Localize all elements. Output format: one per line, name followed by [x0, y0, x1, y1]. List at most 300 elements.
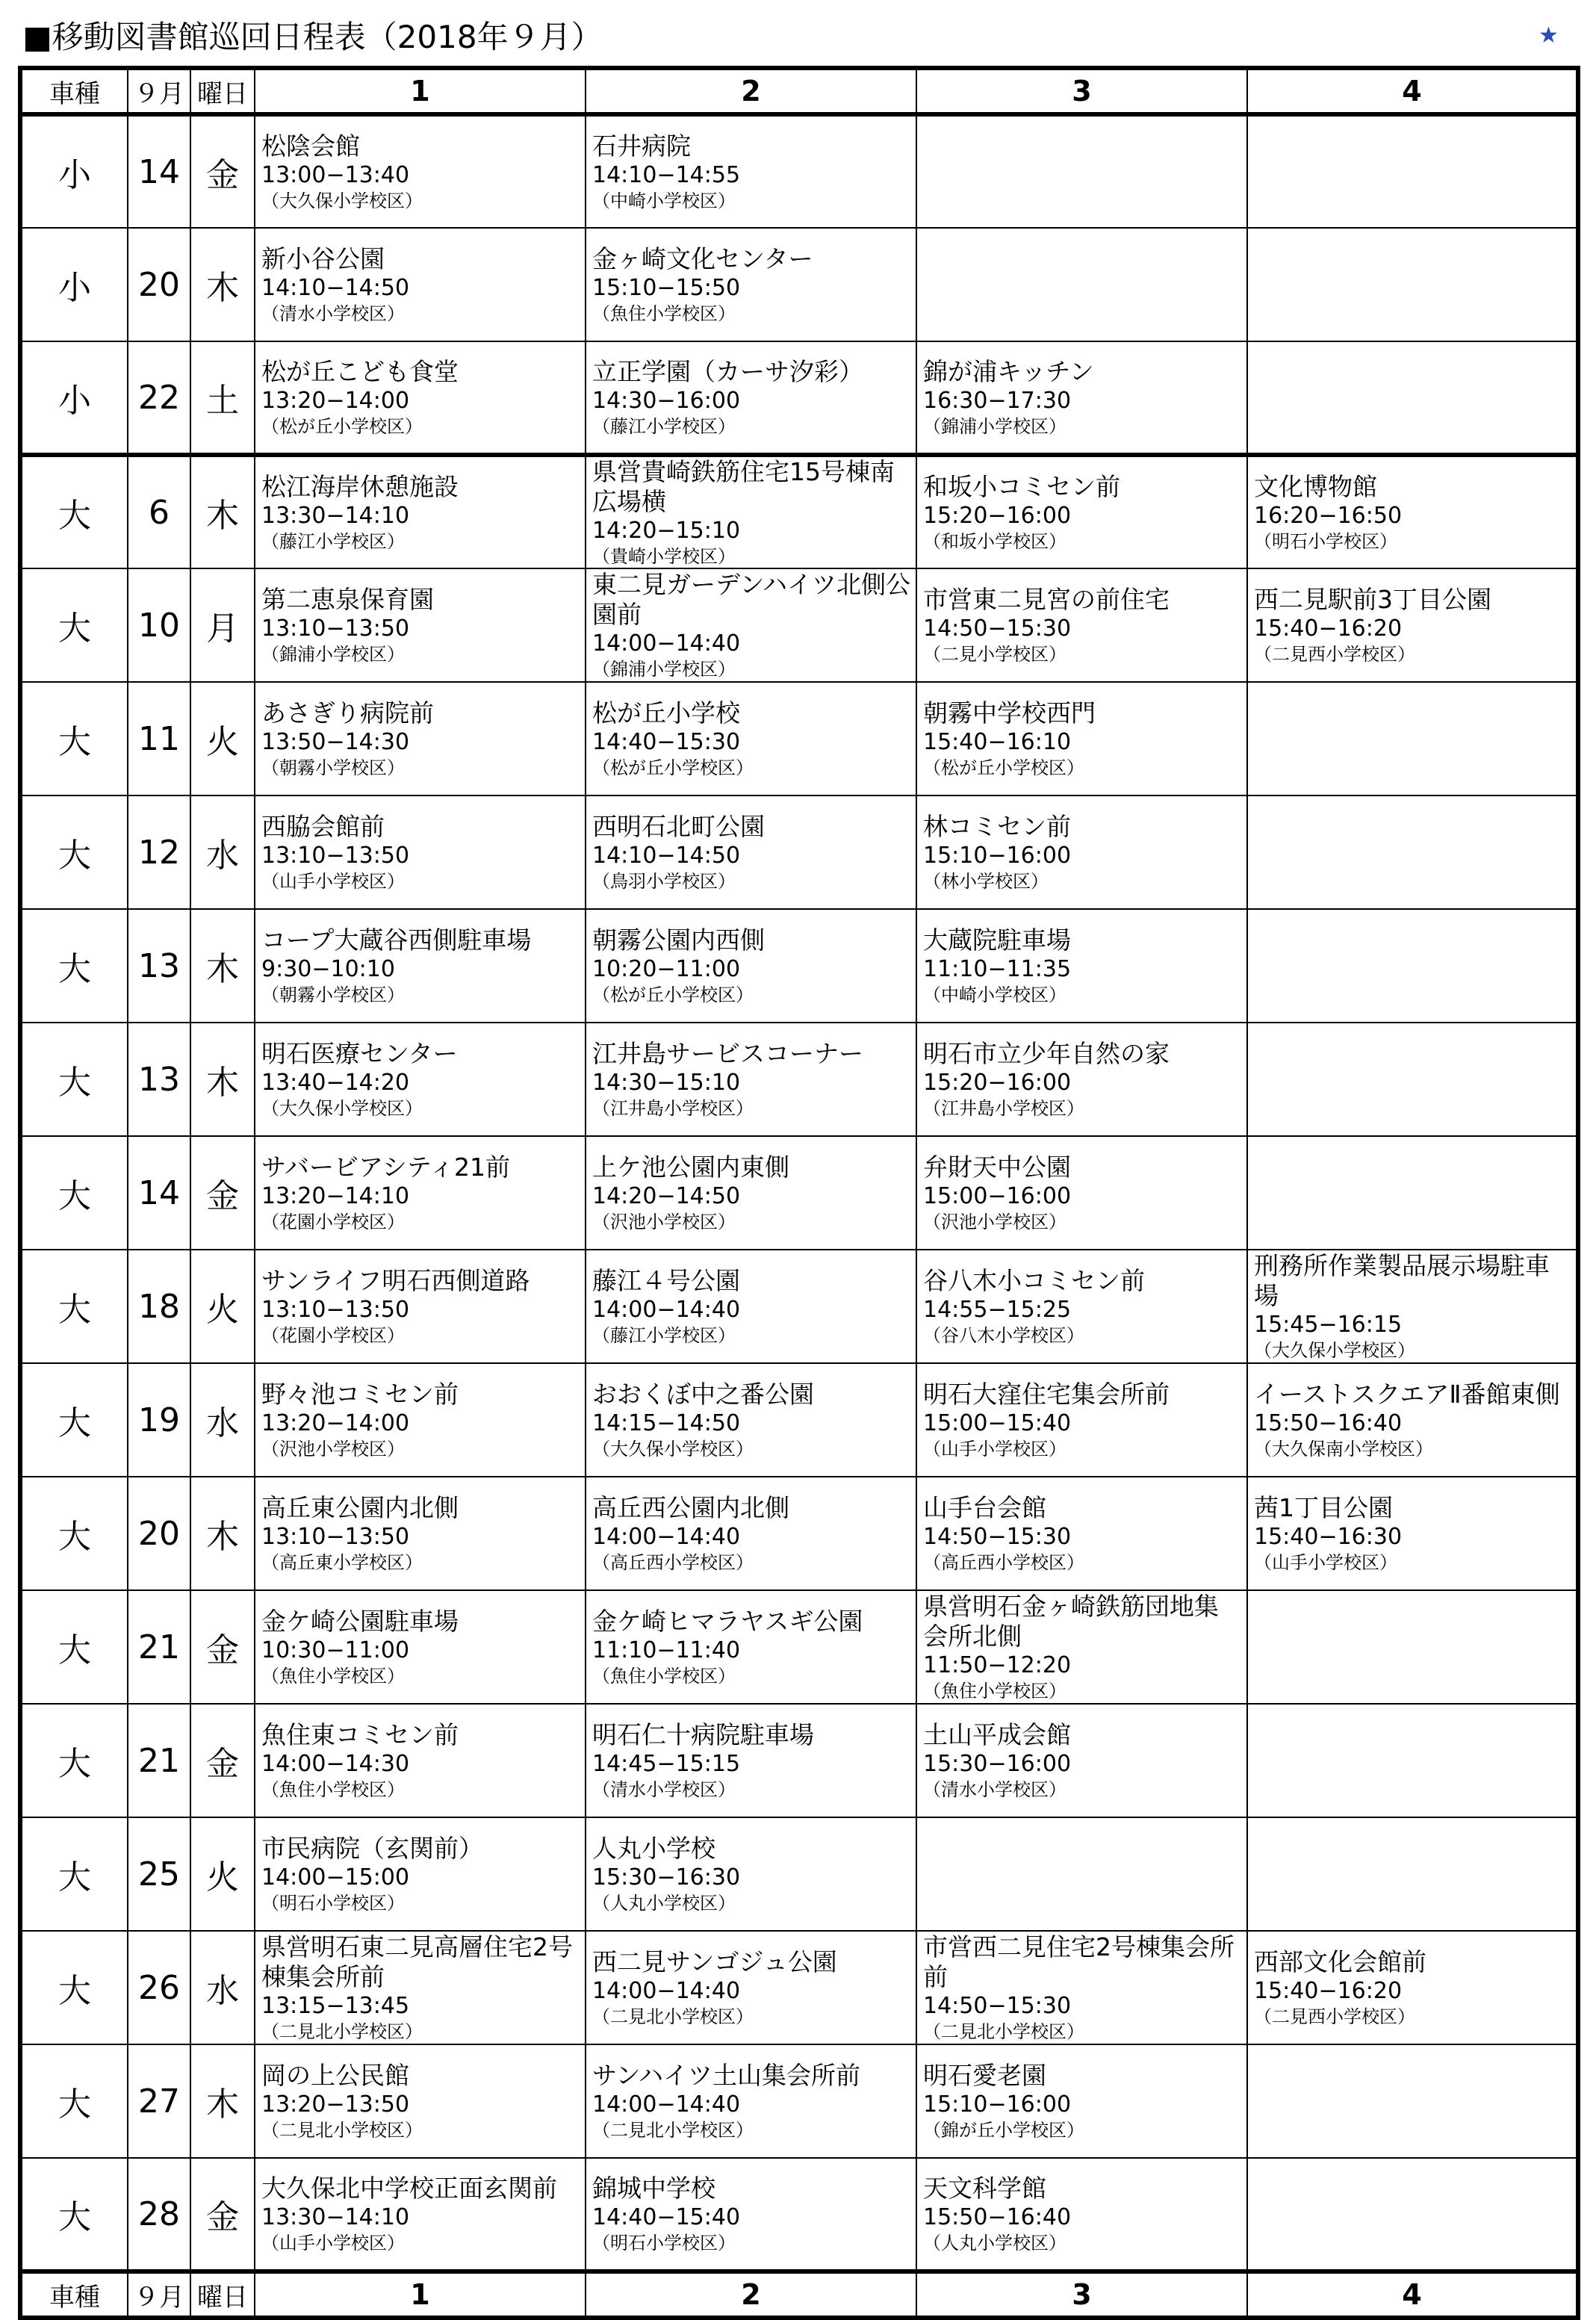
- stop-cell: [1247, 341, 1578, 455]
- stop-cell: [1247, 1477, 1578, 1590]
- stop-time: 14:00−14:40: [592, 1524, 741, 1550]
- footer-slot: 1: [255, 2271, 586, 2318]
- stop-location: 朝霧中学校西門: [923, 698, 1096, 728]
- stop-time: 14:00−14:40: [592, 2091, 741, 2118]
- stop-time: 11:10−11:40: [592, 1637, 741, 1663]
- stop-location: 江井島サービスコーナー: [592, 1039, 863, 1068]
- stop-cell: [586, 455, 916, 568]
- stop-cell: [255, 2044, 586, 2158]
- car-type-cell: 大: [20, 568, 128, 682]
- stop-cell: [916, 1136, 1247, 1250]
- school-district: （貴崎小学校区）: [592, 546, 736, 567]
- stop-time: 15:40−16:20: [1254, 615, 1403, 642]
- school-district: （高丘西小学校区）: [592, 1552, 754, 1573]
- car-type-cell: 大: [20, 2158, 128, 2271]
- stop-cell: [255, 795, 586, 909]
- school-district: （明石小学校区）: [592, 2233, 736, 2254]
- weekday-cell: 木: [190, 1477, 255, 1590]
- weekday-cell: 金: [190, 1704, 255, 1817]
- day-cell: 20: [128, 1477, 190, 1590]
- day-cell: 25: [128, 1817, 190, 1931]
- schedule-row: [20, 1250, 1578, 1363]
- stop-cell: [255, 1704, 586, 1817]
- car-type-cell: 大: [20, 1590, 128, 1704]
- stop-time: 16:20−16:50: [1254, 503, 1403, 529]
- school-district: （二見北小学校区）: [592, 2120, 754, 2141]
- stop-location: 茜1丁目公園: [1254, 1493, 1393, 1522]
- schedule-row: [20, 1817, 1578, 1931]
- stop-time: 15:20−16:00: [923, 1070, 1072, 1096]
- stop-cell: [1247, 1590, 1578, 1704]
- school-district: （二見北小学校区）: [261, 2021, 423, 2042]
- schedule-row: [20, 795, 1578, 909]
- stop-time: 14:50−15:30: [923, 1524, 1072, 1550]
- day-cell: 12: [128, 795, 190, 909]
- stop-location: 大久保北中学校正面玄関前: [261, 2174, 557, 2203]
- school-district: （山手小学校区）: [923, 1439, 1066, 1460]
- stop-location: サンハイツ土山集会所前: [592, 2061, 861, 2090]
- stop-location: 明石医療センター: [261, 1039, 458, 1068]
- school-district: （沢池小学校区）: [592, 1212, 736, 1232]
- stop-time: 15:10−16:00: [923, 2091, 1072, 2118]
- stop-location: 市営東二見宮の前住宅: [923, 585, 1170, 614]
- stop-location: 刑務所作業製品展示場駐車場: [1254, 1251, 1550, 1310]
- school-district: （中崎小学校区）: [592, 190, 736, 211]
- stop-location: 県営貴崎鉄筋住宅15号棟南広場横: [592, 457, 895, 516]
- stop-location: 松陰会館: [261, 131, 360, 161]
- school-district: （清水小学校区）: [923, 1779, 1066, 1800]
- stop-cell: [1247, 909, 1578, 1023]
- weekday-cell: 火: [190, 1250, 255, 1363]
- school-district: （朝霧小学校区）: [261, 757, 405, 778]
- stop-time: 13:30−14:10: [261, 2204, 410, 2230]
- weekday-cell: 金: [190, 114, 255, 228]
- day-cell: 14: [128, 1136, 190, 1250]
- stop-location: サンライフ明石西側道路: [261, 1266, 530, 1295]
- stop-cell: [916, 1363, 1247, 1477]
- stop-cell: [255, 568, 586, 682]
- stop-time: 13:10−13:50: [261, 1297, 410, 1323]
- stop-location: 錦が浦キッチン: [923, 357, 1094, 386]
- weekday-cell: 木: [190, 455, 255, 568]
- weekday-cell: 火: [190, 1817, 255, 1931]
- car-type-cell: 大: [20, 1704, 128, 1817]
- school-district: （朝霧小学校区）: [261, 984, 405, 1005]
- stop-cell: [586, 228, 916, 341]
- schedule-row: [20, 341, 1578, 455]
- stop-time: 13:10−13:50: [261, 843, 410, 869]
- school-district: （魚住小学校区）: [592, 303, 736, 324]
- stop-location: 松が丘こども食堂: [261, 357, 459, 386]
- stop-location: 松が丘小学校: [592, 698, 740, 728]
- stop-cell: [916, 1023, 1247, 1136]
- school-district: （人丸小学校区）: [923, 2233, 1066, 2254]
- stop-cell: [1247, 568, 1578, 682]
- car-type-cell: 小: [20, 228, 128, 341]
- header-row: [20, 68, 1578, 114]
- stop-cell: [916, 1250, 1247, 1363]
- stop-time: 14:20−15:10: [592, 518, 741, 544]
- car-type-cell: 大: [20, 1817, 128, 1931]
- school-district: （清水小学校区）: [261, 303, 405, 324]
- stop-cell: [916, 1590, 1247, 1704]
- school-district: （大久保小学校区）: [261, 1098, 423, 1119]
- stop-time: 14:40−15:40: [592, 2204, 741, 2230]
- day-cell: 6: [128, 455, 190, 568]
- stop-cell: [586, 1250, 916, 1363]
- schedule-row: [20, 228, 1578, 341]
- school-district: （二見西小学校区）: [1254, 2006, 1415, 2027]
- school-district: （江井島小学校区）: [592, 1098, 754, 1119]
- day-cell: 11: [128, 682, 190, 795]
- stop-time: 14:00−14:40: [592, 1978, 741, 2004]
- stop-time: 10:20−11:00: [592, 956, 741, 982]
- star-icon: ★: [1538, 22, 1559, 49]
- day-cell: 10: [128, 568, 190, 682]
- weekday-cell: 木: [190, 2044, 255, 2158]
- stop-cell: [916, 795, 1247, 909]
- stop-location: 人丸小学校: [592, 1834, 715, 1863]
- stop-cell: [916, 228, 1247, 341]
- schedule-row: [20, 568, 1578, 682]
- schedule-row: [20, 2158, 1578, 2271]
- school-district: （江井島小学校区）: [923, 1098, 1084, 1119]
- stop-location: 林コミセン前: [923, 812, 1071, 841]
- stop-location: 朝霧公園内西側: [592, 925, 765, 955]
- school-district: （沢池小学校区）: [923, 1212, 1066, 1232]
- stop-time: 15:00−15:40: [923, 1410, 1072, 1436]
- stop-cell: [586, 1817, 916, 1931]
- school-district: （松が丘小学校区）: [592, 757, 754, 778]
- stop-time: 16:30−17:30: [923, 388, 1072, 414]
- header-weekday: 曜日: [190, 68, 255, 114]
- school-district: （山手小学校区）: [261, 871, 405, 892]
- schedule-row: [20, 1477, 1578, 1590]
- school-district: （松が丘小学校区）: [261, 416, 423, 437]
- school-district: （大久保南小学校区）: [1254, 1439, 1433, 1460]
- footer-car-type: 車種: [20, 2271, 128, 2318]
- header-slot: 2: [586, 68, 916, 114]
- school-district: （魚住小学校区）: [261, 1779, 405, 1800]
- stop-location: 弁財天中公園: [923, 1153, 1071, 1182]
- school-district: （山手小学校区）: [1254, 1552, 1397, 1573]
- school-district: （大久保小学校区）: [592, 1439, 754, 1460]
- stop-time: 13:50−14:30: [261, 729, 410, 755]
- stop-time: 14:10−14:50: [592, 843, 741, 869]
- schedule-row: [20, 909, 1578, 1023]
- stop-cell: [916, 909, 1247, 1023]
- school-district: （松が丘小学校区）: [923, 757, 1084, 778]
- stop-time: 14:15−14:50: [592, 1410, 741, 1436]
- stop-time: 15:10−15:50: [592, 275, 741, 301]
- stop-cell: [916, 2044, 1247, 2158]
- stop-location: 西二見サンゴジュ公園: [592, 1947, 837, 1976]
- stop-cell: [255, 909, 586, 1023]
- stop-cell: [255, 1250, 586, 1363]
- stop-cell: [586, 341, 916, 455]
- stop-location: 県営明石金ヶ崎鉄筋団地集会所北側: [923, 1592, 1219, 1651]
- stop-location: 上ケ池公園内東側: [592, 1153, 789, 1182]
- school-district: （二見北小学校区）: [592, 2006, 754, 2027]
- stop-location: 金ケ崎公園駐車場: [261, 1607, 459, 1636]
- school-district: （鳥羽小学校区）: [592, 871, 736, 892]
- stop-location: 明石仁十病院駐車場: [592, 1720, 814, 1749]
- footer-row: [20, 2271, 1578, 2318]
- school-district: （和坂小学校区）: [923, 531, 1066, 552]
- car-type-cell: 大: [20, 1363, 128, 1477]
- stop-time: 13:20−14:10: [261, 1183, 410, 1209]
- stop-time: 11:50−12:20: [923, 1652, 1072, 1678]
- schedule-row: [20, 1590, 1578, 1704]
- stop-cell: [916, 341, 1247, 455]
- stop-location: 西二見駅前3丁目公園: [1254, 585, 1491, 614]
- car-type-cell: 大: [20, 682, 128, 795]
- school-district: （大久保小学校区）: [261, 190, 423, 211]
- stop-cell: [586, 1931, 916, 2044]
- stop-location: コープ大蔵谷西側駐車場: [261, 925, 532, 955]
- stop-time: 15:20−16:00: [923, 503, 1072, 529]
- school-district: （明石小学校区）: [261, 1893, 405, 1914]
- stop-location: あさぎり病院前: [261, 698, 434, 728]
- stop-location: 天文科学館: [923, 2174, 1046, 2203]
- day-cell: 21: [128, 1590, 190, 1704]
- day-cell: 13: [128, 1023, 190, 1136]
- stop-cell: [255, 114, 586, 228]
- stop-cell: [916, 2158, 1247, 2271]
- day-cell: 19: [128, 1363, 190, 1477]
- stop-cell: [255, 682, 586, 795]
- schedule-table: [18, 66, 1580, 2320]
- stop-time: 13:30−14:10: [261, 503, 410, 529]
- day-cell: 27: [128, 2044, 190, 2158]
- stop-location: おおくぼ中之番公園: [592, 1380, 814, 1409]
- stop-time: 13:20−14:00: [261, 388, 410, 414]
- stop-cell: [586, 1704, 916, 1817]
- weekday-cell: 金: [190, 1136, 255, 1250]
- weekday-cell: 水: [190, 1931, 255, 2044]
- school-district: （錦が丘小学校区）: [923, 2120, 1084, 2141]
- stop-time: 14:40−15:30: [592, 729, 741, 755]
- school-district: （中崎小学校区）: [923, 984, 1066, 1005]
- footer-month: ９月: [128, 2271, 190, 2318]
- school-district: （山手小学校区）: [261, 2233, 405, 2254]
- schedule-row: [20, 1931, 1578, 2044]
- stop-location: 石井病院: [592, 131, 691, 161]
- schedule-row: [20, 1704, 1578, 1817]
- school-district: （清水小学校区）: [592, 1779, 736, 1800]
- stop-cell: [1247, 1136, 1578, 1250]
- stop-time: 15:10−16:00: [923, 843, 1072, 869]
- stop-cell: [1247, 455, 1578, 568]
- car-type-cell: 大: [20, 2044, 128, 2158]
- stop-cell: [916, 114, 1247, 228]
- day-cell: 14: [128, 114, 190, 228]
- school-district: （魚住小学校区）: [261, 1666, 405, 1687]
- stop-location: 西明石北町公園: [592, 812, 765, 841]
- school-district: （谷八木小学校区）: [923, 1325, 1084, 1346]
- stop-location: 金ケ崎ヒマラヤスギ公園: [592, 1607, 863, 1636]
- school-district: （人丸小学校区）: [592, 1893, 736, 1914]
- stop-time: 13:00−13:40: [261, 162, 410, 188]
- stop-location: 土山平成会館: [923, 1720, 1071, 1749]
- school-district: （二見西小学校区）: [1254, 644, 1415, 665]
- stop-time: 14:00−14:40: [592, 1297, 741, 1323]
- stop-time: 14:55−15:25: [923, 1297, 1072, 1323]
- school-district: （大久保小学校区）: [1254, 1340, 1415, 1361]
- stop-location: 明石市立少年自然の家: [923, 1039, 1170, 1068]
- stop-cell: [586, 2158, 916, 2271]
- stop-time: 15:45−16:15: [1254, 1312, 1403, 1338]
- stop-cell: [586, 1590, 916, 1704]
- stop-time: 14:10−14:50: [261, 275, 410, 301]
- stop-cell: [255, 228, 586, 341]
- day-cell: 21: [128, 1704, 190, 1817]
- stop-location: 和坂小コミセン前: [923, 472, 1120, 501]
- weekday-cell: 金: [190, 2158, 255, 2271]
- stop-location: 市民病院（玄関前）: [261, 1834, 483, 1863]
- stop-time: 14:30−15:10: [592, 1070, 741, 1096]
- stop-cell: [1247, 2158, 1578, 2271]
- school-district: （花園小学校区）: [261, 1325, 405, 1346]
- car-type-cell: 大: [20, 455, 128, 568]
- stop-location: イーストスクエアⅡ番館東側: [1254, 1380, 1560, 1409]
- stop-cell: [1247, 1363, 1578, 1477]
- stop-time: 15:30−16:30: [592, 1864, 741, 1891]
- stop-location: 東二見ガーデンハイツ北側公園前: [592, 570, 911, 629]
- weekday-cell: 金: [190, 1590, 255, 1704]
- stop-location: 文化博物館: [1254, 472, 1377, 501]
- stop-cell: [1247, 1023, 1578, 1136]
- stop-cell: [586, 682, 916, 795]
- stop-time: 13:40−14:20: [261, 1070, 410, 1096]
- stop-time: 14:00−15:00: [261, 1864, 410, 1891]
- page-title: ■移動図書館巡回日程表（2018年９月）: [22, 19, 603, 55]
- car-type-cell: 大: [20, 1477, 128, 1590]
- stop-time: 14:50−15:30: [923, 1993, 1072, 2019]
- stop-cell: [586, 795, 916, 909]
- day-cell: 22: [128, 341, 190, 455]
- stop-time: 13:20−13:50: [261, 2091, 410, 2118]
- stop-time: 14:30−16:00: [592, 388, 741, 414]
- header-car-type: 車種: [20, 68, 128, 114]
- school-district: （錦浦小学校区）: [261, 644, 405, 665]
- stop-cell: [1247, 795, 1578, 909]
- weekday-cell: 月: [190, 568, 255, 682]
- footer-slot: 3: [916, 2271, 1247, 2318]
- stop-cell: [586, 2044, 916, 2158]
- stop-cell: [586, 568, 916, 682]
- school-district: （錦浦小学校区）: [592, 659, 736, 680]
- stop-location: 西部文化会館前: [1254, 1947, 1426, 1976]
- school-district: （高丘東小学校区）: [261, 1552, 423, 1573]
- school-district: （高丘西小学校区）: [923, 1552, 1084, 1573]
- stop-time: 15:40−16:20: [1254, 1978, 1403, 2004]
- stop-cell: [916, 1817, 1247, 1931]
- day-cell: 18: [128, 1250, 190, 1363]
- day-cell: 28: [128, 2158, 190, 2271]
- stop-time: 14:00−14:40: [592, 630, 741, 657]
- schedule-body: [20, 114, 1578, 2271]
- school-district: （藤江小学校区）: [261, 531, 405, 552]
- stop-time: 15:40−16:30: [1254, 1524, 1403, 1550]
- day-cell: 26: [128, 1931, 190, 2044]
- weekday-cell: 木: [190, 909, 255, 1023]
- stop-time: 13:10−13:50: [261, 1524, 410, 1550]
- header-month: ９月: [128, 68, 190, 114]
- stop-cell: [1247, 1250, 1578, 1363]
- stop-time: 15:50−16:40: [1254, 1410, 1403, 1436]
- footer-slot: 2: [586, 2271, 916, 2318]
- school-district: （二見小学校区）: [923, 644, 1066, 665]
- car-type-cell: 大: [20, 1931, 128, 2044]
- stop-cell: [255, 1363, 586, 1477]
- stop-time: 15:50−16:40: [923, 2204, 1072, 2230]
- stop-location: 高丘東公園内北側: [261, 1493, 459, 1522]
- schedule-row: [20, 1136, 1578, 1250]
- car-type-cell: 大: [20, 795, 128, 909]
- stop-location: 野々池コミセン前: [261, 1380, 459, 1409]
- stop-cell: [586, 1477, 916, 1590]
- car-type-cell: 大: [20, 1023, 128, 1136]
- schedule-row: [20, 682, 1578, 795]
- weekday-cell: 水: [190, 1363, 255, 1477]
- stop-cell: [916, 1704, 1247, 1817]
- car-type-cell: 小: [20, 341, 128, 455]
- stop-cell: [586, 114, 916, 228]
- stop-location: 立正学園（カーサ汐彩）: [592, 357, 863, 386]
- stop-location: 大蔵院駐車場: [923, 925, 1071, 955]
- stop-cell: [586, 1136, 916, 1250]
- school-district: （花園小学校区）: [261, 1212, 405, 1232]
- stop-cell: [255, 1817, 586, 1931]
- school-district: （松が丘小学校区）: [592, 984, 754, 1005]
- stop-time: 14:00−14:30: [261, 1751, 410, 1777]
- stop-time: 14:10−14:55: [592, 162, 741, 188]
- stop-location: 明石大窪住宅集会所前: [923, 1380, 1170, 1409]
- stop-cell: [255, 2158, 586, 2271]
- school-district: （林小学校区）: [923, 871, 1049, 892]
- day-cell: 13: [128, 909, 190, 1023]
- stop-cell: [916, 1477, 1247, 1590]
- stop-cell: [1247, 114, 1578, 228]
- school-district: （二見北小学校区）: [261, 2120, 423, 2141]
- stop-location: 金ヶ崎文化センター: [592, 244, 813, 273]
- schedule-row: [20, 114, 1578, 228]
- stop-cell: [586, 1363, 916, 1477]
- school-district: （藤江小学校区）: [592, 416, 736, 437]
- stop-cell: [1247, 2044, 1578, 2158]
- stop-location: 第二恵泉保育園: [261, 585, 434, 614]
- school-district: （魚住小学校区）: [923, 1681, 1066, 1702]
- stop-cell: [916, 682, 1247, 795]
- stop-time: 15:30−16:00: [923, 1751, 1072, 1777]
- stop-location: 明石愛老園: [923, 2061, 1046, 2090]
- stop-cell: [255, 1023, 586, 1136]
- footer-slot: 4: [1247, 2271, 1578, 2318]
- stop-cell: [1247, 1931, 1578, 2044]
- stop-time: 11:10−11:35: [923, 956, 1072, 982]
- stop-cell: [255, 455, 586, 568]
- stop-cell: [1247, 1817, 1578, 1931]
- stop-cell: [586, 1023, 916, 1136]
- school-district: （二見北小学校区）: [923, 2021, 1084, 2042]
- stop-location: 西脇会館前: [261, 812, 385, 841]
- stop-cell: [255, 1590, 586, 1704]
- stop-location: 岡の上公民館: [261, 2061, 409, 2090]
- school-district: （魚住小学校区）: [592, 1666, 736, 1687]
- school-district: （沢池小学校区）: [261, 1439, 405, 1460]
- stop-time: 14:45−15:15: [592, 1751, 741, 1777]
